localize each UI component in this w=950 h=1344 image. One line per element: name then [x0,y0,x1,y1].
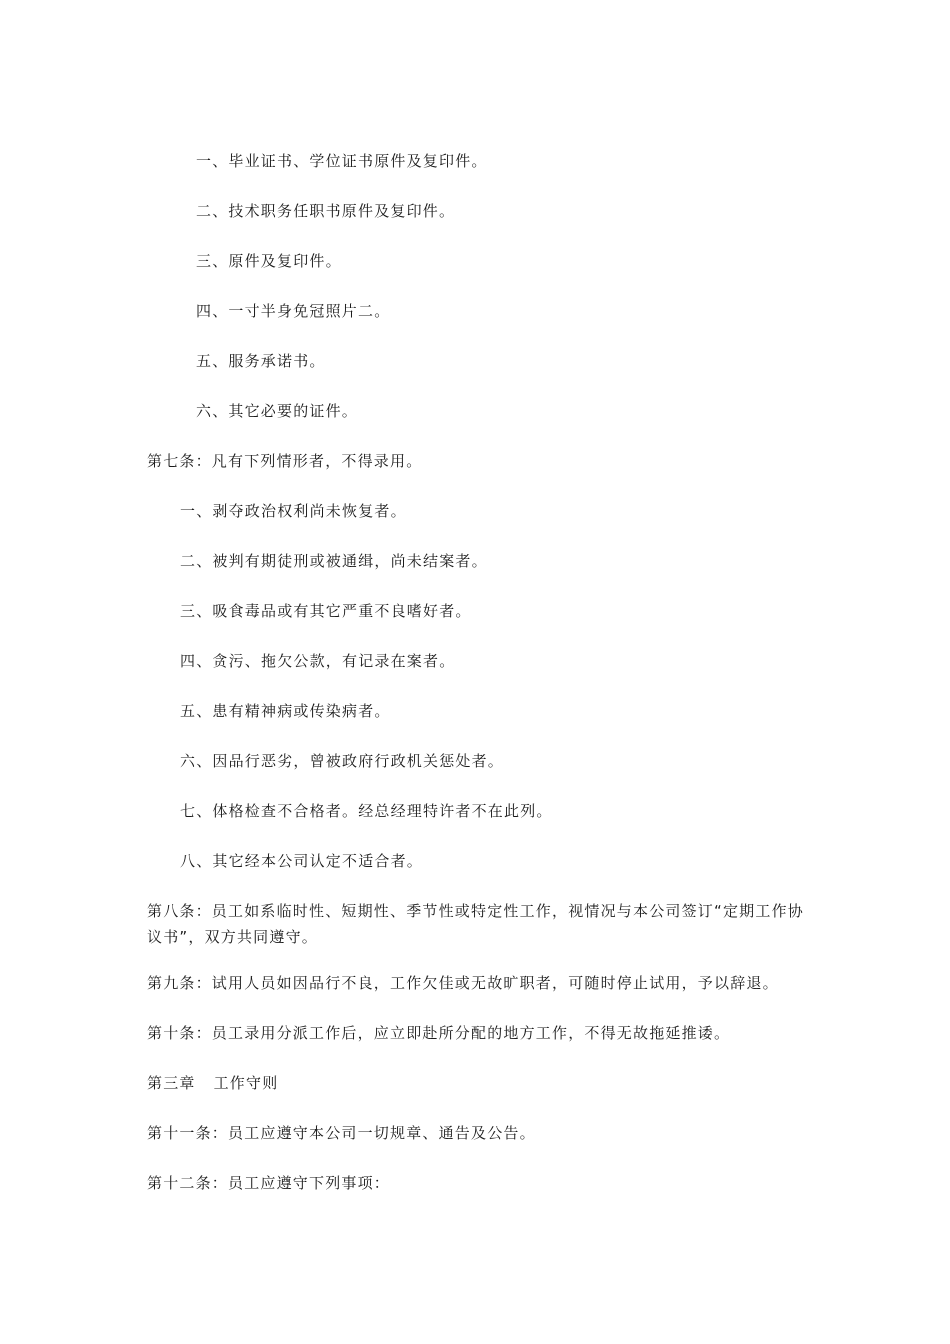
list-item: 八、其它经本公司认定不适合者。 [180,852,424,870]
article-7-heading: 第七条：凡有下列情形者，不得录用。 [147,452,423,470]
chapter-number: 第三章 [147,1074,196,1092]
chapter-title: 工作守则 [213,1074,279,1092]
list-item: 七、体格检查不合格者。经总经理特许者不在此列。 [180,802,553,820]
list-item: 六、其它必要的证件。 [196,402,359,420]
article-9: 第九条：试用人员如因品行不良，工作欠佳或无故旷职者，可随时停止试用，予以辞退。 [147,974,779,992]
article-12: 第十二条：员工应遵守下列事项： [147,1174,391,1192]
list-item: 一、剥夺政治权利尚未恢复者。 [180,502,407,520]
list-item: 三、原件及复印件。 [196,252,342,270]
list-item: 四、一寸半身免冠照片二。 [196,302,391,320]
article-11: 第十一条：员工应遵守本公司一切规章、通告及公告。 [147,1124,536,1142]
chapter-heading [147,1070,278,1096]
list-item: 五、患有精神病或传染病者。 [180,702,391,720]
list-item: 三、吸食毒品或有其它严重不良嗜好者。 [180,602,472,620]
list-item: 五、服务承诺书。 [196,352,326,370]
list-item: 二、被判有期徒刑或被通缉，尚未结案者。 [180,552,488,570]
list-item: 四、贪污、拖欠公款，有记录在案者。 [180,652,456,670]
article-10: 第十条：员工录用分派工作后，应立即赴所分配的地方工作，不得无故拖延推诿。 [147,1024,731,1042]
article-8: 第八条：员工如系临时性、短期性、季节性或特定性工作，视情况与本公司签订“定期工作协议书”，双方共同遵守。 [147,902,804,946]
list-item: 六、因品行恶劣，曾被政府行政机关惩处者。 [180,752,505,770]
list-item: 二、技术职务任职书原件及复印件。 [196,202,456,220]
list-item: 一、毕业证书、学位证书原件及复印件。 [196,152,488,170]
